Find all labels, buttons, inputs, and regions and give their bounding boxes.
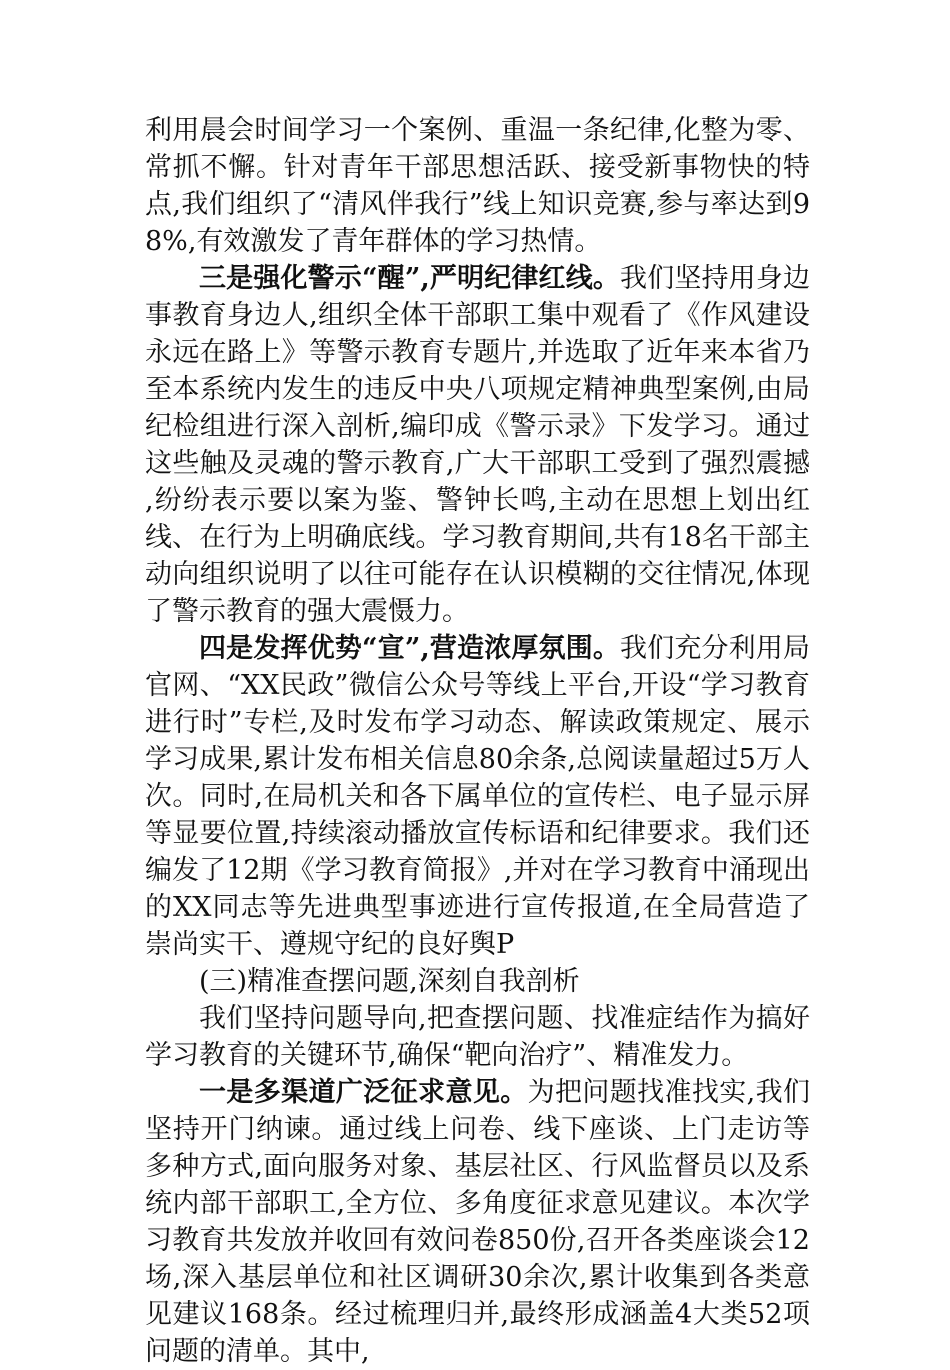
paragraph-text: 我们坚持问题导向,把查摆问题、找准症结作为搞好学习教育的关键环节,确保“靶向治疗”、精准发力。 — [145, 1003, 810, 1071]
paragraph-text: 我们充分利用局官网、“XX民政”微信公众号等线上平台,开设“学习教育进行时”专栏,及时发布学习动态、解读政策规定、展示学习成果,累计发布相关信息80余条,总阅读量超过5万人次。同时,在局机关和各下属单位的宣传栏、电子显示屏等显要位置,持续滚动播放宣传标语和纪律要求。我们还编发了12期《学习教育简报》,并对在学习教育中涌现出的XX同志等先进典型事迹进行宣传报道,在全局营造了崇尚实干、遵规守纪的良好舆P — [145, 633, 810, 960]
document-body — [145, 112, 810, 1370]
paragraph-problem-orientation — [145, 1000, 810, 1074]
paragraph-heading: 三是强化警示“醒”,严明纪律红线。 — [199, 263, 621, 294]
paragraph-heading: 一是多渠道广泛征求意见。 — [199, 1077, 528, 1108]
paragraph-text: 我们坚持用身边事教育身边人,组织全体干部职工集中观看了《作风建设永远在路上》等警示教育专题片,并选取了近年来本省乃至本系统内发生的违反中央八项规定精神典型案例,由局纪检组进行深入剖析,编印成《警示录》下发学习。通过这些触及灵魂的警示教育,广大干部职工受到了强烈震撼,纷纷表示要以案为鉴、警钟长鸣,主动在思想上划出红线、在行为上明确底线。学习教育期间,共有18名干部主动向组织说明了以往可能存在认识模糊的交往情况,体现了警示教育的强大震慑力。 — [145, 263, 810, 627]
paragraph-warning-education — [145, 260, 810, 630]
paragraph-text: 利用晨会时间学习一个案例、重温一条纪律,化整为零、常抓不懈。针对青年干部思想活跃、接受新事物快的特点,我们组织了“清风伴我行”线上知识竞赛,参与率达到98%,有效激发了青年群体的学习热情。 — [145, 115, 810, 257]
paragraph-heading: 四是发挥优势“宣”,营造浓厚氛围。 — [199, 633, 621, 664]
paragraph-soliciting-opinions — [145, 1074, 810, 1370]
paragraph-publicity — [145, 630, 810, 963]
paragraph-text: 为把问题找准找实,我们坚持开门纳谏。通过线上问卷、线下座谈、上门走访等多种方式,面向服务对象、基层社区、行风监督员以及系统内部干部职工,全方位、多角度征求意见建议。本次学习教育共发放并收回有效问卷850份,召开各类座谈会12场,深入基层单位和社区调研30余次,累计收集到各类意见建议168条。经过梳理归并,最终形成涵盖4大类52项问题的清单。其中, — [145, 1077, 810, 1367]
section-heading-text: (三)精准查摆问题,深刻自我剖析 — [199, 966, 580, 997]
paragraph-study-activities — [145, 112, 810, 260]
section-heading — [145, 963, 810, 1000]
